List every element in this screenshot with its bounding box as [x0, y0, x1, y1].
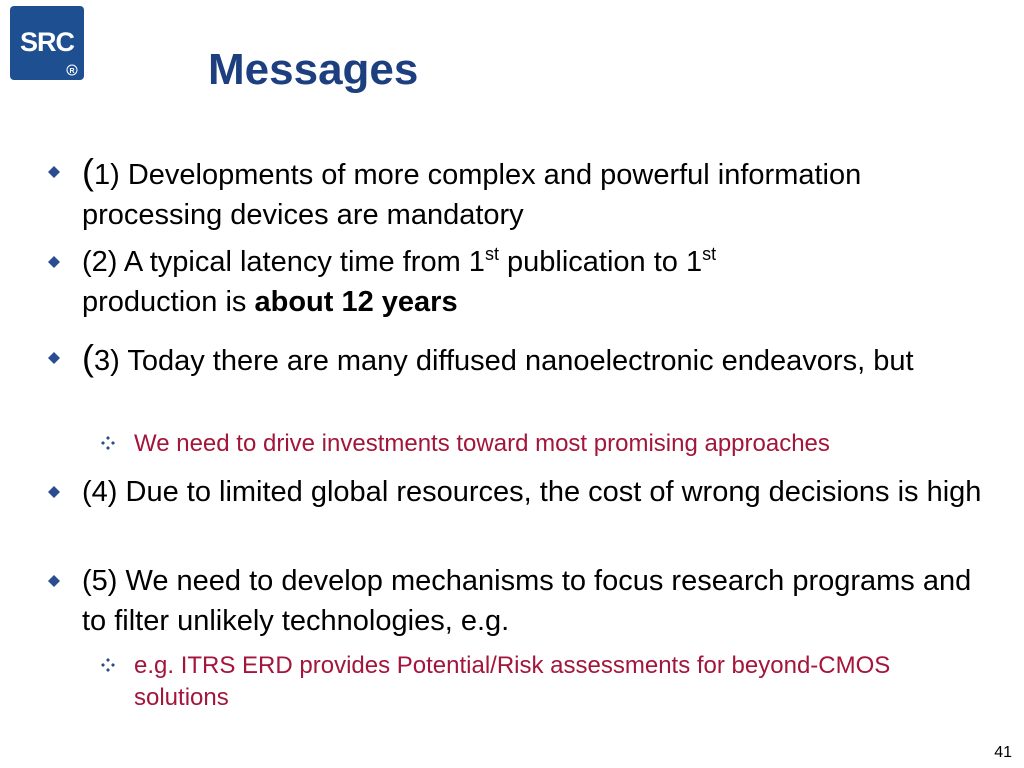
sub-bullet-3-1-text: We need to drive investments toward most promising approaches — [134, 430, 830, 457]
bullet-2-prefix: (2) A typical latency time from 1 — [82, 246, 485, 278]
diamond-bullet-icon — [48, 575, 60, 587]
bullet-1-paren: ( — [82, 151, 94, 192]
bullet-5-text: (5) We need to develop mechanisms to focus research programs and to filter unlikely technologies, e.g. — [82, 565, 972, 637]
src-logo-mark — [10, 6, 84, 80]
diamond-bullet-icon — [48, 166, 60, 178]
four-diamond-bullet-icon — [101, 436, 115, 450]
bullet-3-text: 3) Today there are many diffused nanoelectronic endeavors, but — [94, 345, 914, 377]
bullet-2-superscript-2: st — [702, 244, 717, 264]
slide-title: Messages — [208, 45, 419, 94]
svg-text:SRC: SRC — [19, 27, 75, 57]
sub-bullet-3-1 — [134, 428, 964, 460]
bullet-2-bold-text: about 12 years — [254, 286, 458, 318]
four-diamond-bullet-icon — [101, 658, 115, 672]
bullet-2 — [82, 242, 982, 322]
bullet-3 — [82, 338, 982, 381]
bullet-2-middle: publication to 1 — [498, 246, 703, 278]
bullet-4-text: (4) Due to limited global resources, the cost of wrong decisions is high — [82, 476, 982, 508]
bullet-2-superscript-1: st — [484, 244, 499, 264]
diamond-bullet-icon — [48, 256, 60, 268]
bullet-5 — [82, 561, 982, 641]
diamond-bullet-icon — [48, 486, 60, 498]
bullet-3-paren: ( — [82, 337, 94, 378]
diamond-bullet-icon — [48, 352, 60, 364]
bullet-1 — [82, 152, 982, 235]
bullet-4 — [82, 472, 982, 512]
page-number: 41 — [994, 744, 1012, 761]
sub-bullet-5-1 — [134, 650, 964, 714]
svg-text:R: R — [69, 68, 75, 75]
bullet-2-suffix: production is — [82, 286, 255, 318]
src-logo — [10, 6, 84, 80]
sub-bullet-5-1-text: e.g. ITRS ERD provides Potential/Risk assessments for beyond-CMOS solutions — [134, 652, 891, 711]
bullet-1-text: 1) Developments of more complex and powerful information processing devices are mandatory — [82, 159, 862, 231]
